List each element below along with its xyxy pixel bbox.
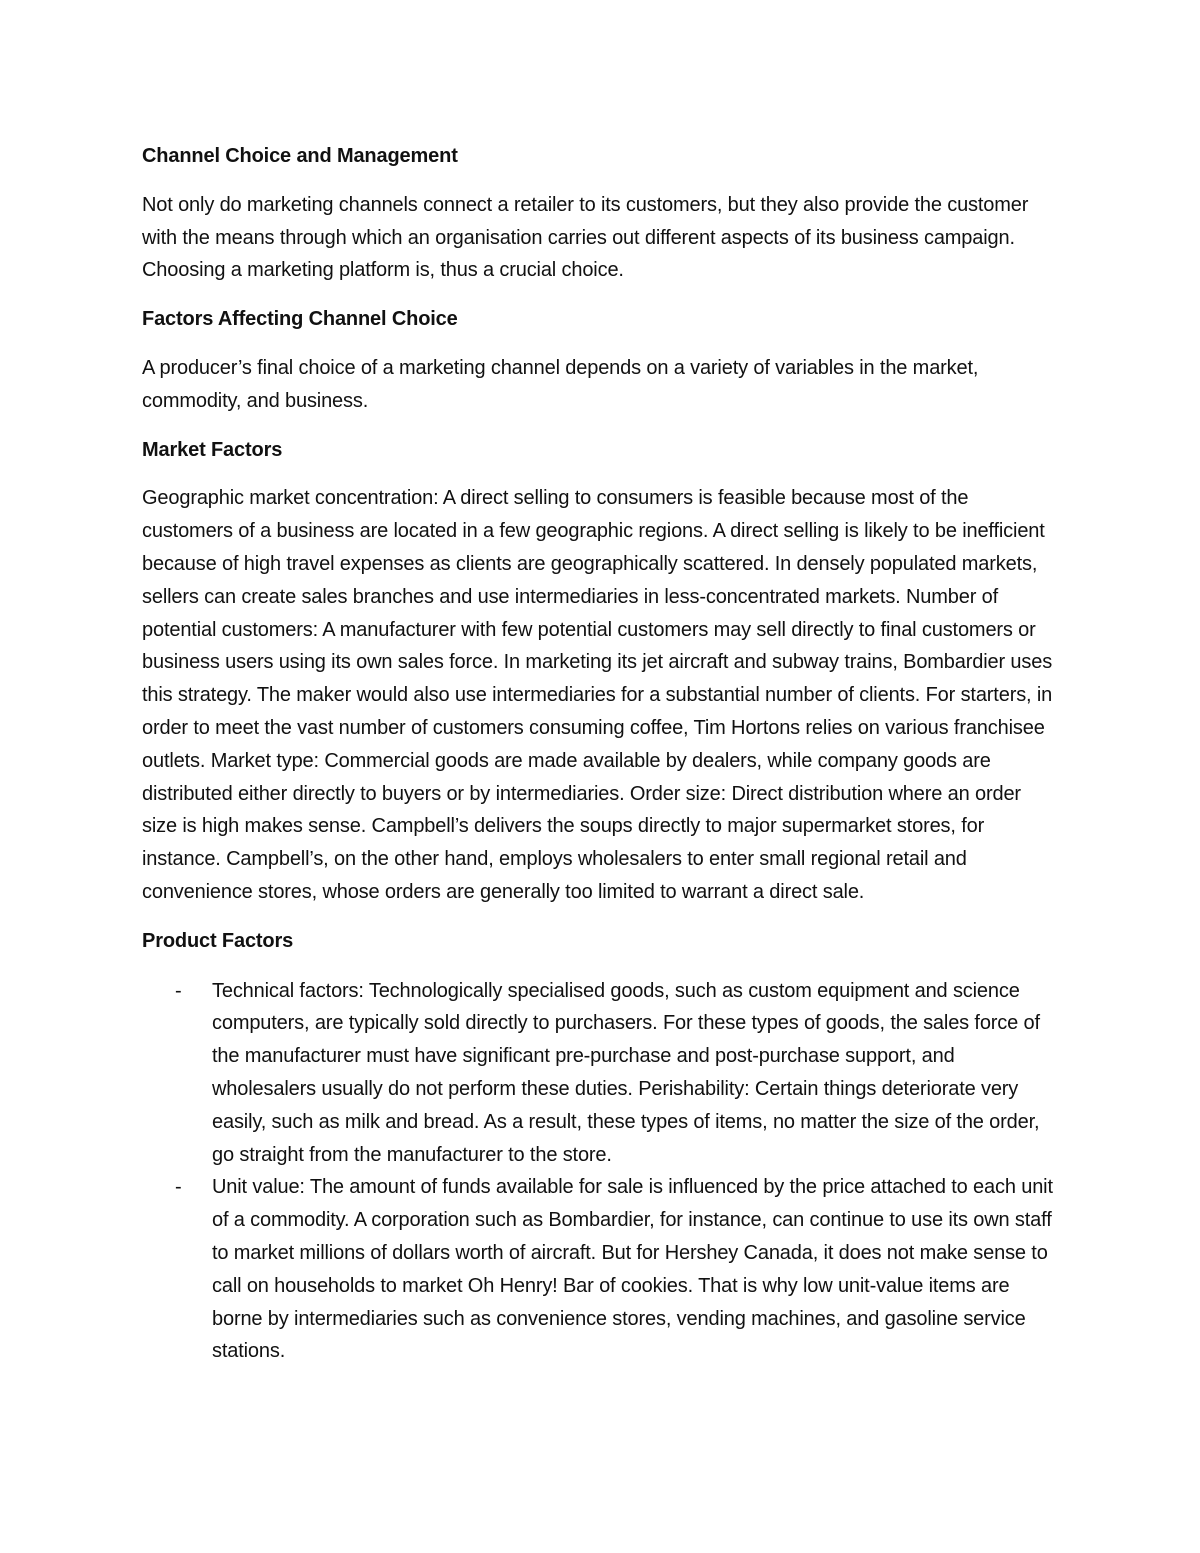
list-item — [142, 975, 1060, 1172]
spacer — [142, 466, 1060, 482]
market-factors-paragraph: Geographic market concentration: A direct selling to consumers is feasible because most of the customers of a business are located in a few geographic regions. A direct selling is likely to be inefficient because of high travel expenses as clients are geographically scattered. In densely populated markets, sellers can create sales branches and use intermediaries in less-concentrated markets. Number of potential customers: A manufacturer with few potential customers may sell directly to final customers or business users using its own sales force. In marketing its jet aircraft and subway trains, Bombardier uses this strategy. The maker would also use intermediaries for a substantial number of clients. For starters, in order to meet the vast number of customers consuming coffee, Tim Hortons relies on various franchisee outlets. Market type: Commercial goods are made available by dealers, while company goods are distributed either directly to buyers or by intermediaries. Order size: Direct distribution where an order size is high makes sense. Campbell’s delivers the soups directly to major supermarket stores, for instance. Campbell’s, on the other hand, employs wholesalers to enter small regional retail and convenience stores, whose orders are generally too limited to warrant a direct sale. — [142, 487, 1053, 903]
product-factors-list — [142, 975, 1060, 1369]
market-factors-heading: Market Factors — [142, 438, 283, 461]
bullet-marker: - — [175, 1176, 182, 1199]
spacer — [142, 418, 1060, 434]
factors-intro-paragraph: A producer’s final choice of a marketing channel depends on a variety of variables in the market, commodity, and business. — [142, 356, 979, 412]
factors-heading: Factors Affecting Channel Choice — [142, 308, 458, 331]
spacer — [142, 958, 1060, 975]
intro-paragraph: Not only do marketing channels connect a retailer to its customers, but they also provide the customer with the means through which an organisation carries out different aspects of its business campaign. Choosing a marketing platform is, thus a crucial choice. — [142, 193, 1029, 282]
list-item-text: Unit value: The amount of funds available for sale is influenced by the price attached to each unit of a commodity. A corporation such as Bombardier, for instance, can continue to use its own staff to market millions of dollars worth of aircraft. But for Hershey Canada, it does not make sense to call on households to market Oh Henry! Bar of cookies. That is why low unit-value items are borne by intermediaries such as convenience stores, vending machines, and gasoline service stations. — [212, 1176, 1053, 1363]
document-title: Channel Choice and Management — [142, 145, 458, 167]
product-factors-heading: Product Factors — [142, 929, 294, 952]
list-item-text: Technical factors: Technologically specialised goods, such as custom equipment and science computers, are typically sold directly to purchasers. For these types of goods, the sales force of the manufacturer must have significant pre-purchase and post-purchase support, and wholesalers usually do not perform these duties. Perishability: Certain things deteriorate very easily, such as milk and bread. As a result, these types of items, no matter the size of the order, go straight from the manufacturer to the store. — [212, 979, 1040, 1166]
spacer — [142, 173, 1060, 189]
bullet-marker: - — [175, 979, 182, 1002]
spacer — [142, 909, 1060, 925]
spacer — [142, 287, 1060, 303]
spacer — [142, 336, 1060, 352]
list-item — [142, 1171, 1060, 1368]
